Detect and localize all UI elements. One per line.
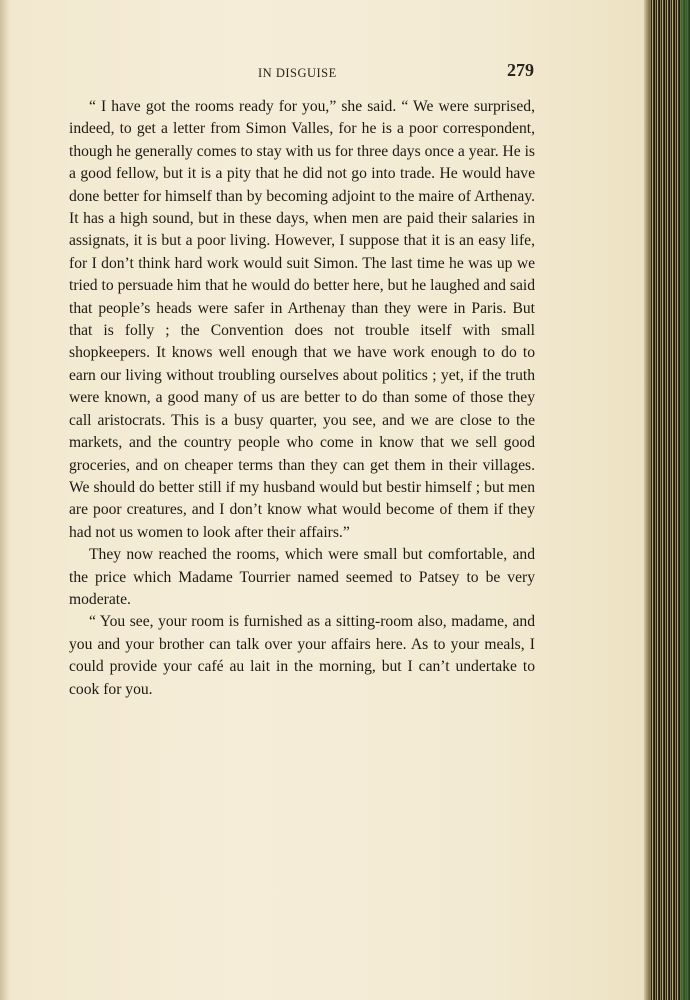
page-number: 279: [507, 60, 534, 80]
paragraph: They now reached the rooms, which were small but comfortable, and the price which Madame Tourrier named seemed to Patsey to be very moderate.: [69, 546, 535, 608]
page-header: [70, 60, 536, 84]
page-edges: [644, 0, 690, 1000]
paragraph: “ You see, your room is furnished as a sitting-room also, madame, and you and your brother can talk over your affairs here. As to your meals, I could provide your café au lait in the morning, but I can’t undertake to cook for you.: [69, 613, 535, 698]
gutter-shadow: [0, 0, 10, 1000]
paragraph: “ I have got the rooms ready for you,” she said. “ We were surprised, indeed, to get a letter from Simon Valles, for he is a poor correspondent, though he generally comes to stay with us for three days once a year. He is a good fellow, but it is a pity that he did not go into trade. He would have done better for himself than by becoming adjoint to the maire of Arthenay. It has a high sound, but in these days, when men are paid their salaries in assignats, it is but a poor living. However, I suppose that it is an easy life, for I don’t think hard work would suit Simon. The last time he was up we tried to persuade him that he would do better here, but he laughed and said that people’s heads were safer in Arthenay than they were in Paris. But that is folly ; the Convention does not trouble itself with small shopkeepers. It knows well enough that we have work enough to do to earn our living without troubling ourselves about politics ; yet, if the truth were known, a good many of us are better to do than some of those they call aristocrats. This is a busy quarter, you see, and we are close to the markets, and the country people who come in know that we sell good groceries, and on cheaper terms than they can get them in their villages. We should do better still if my husband would but bestir himself ; but men are poor creatures, and I don’t know what would become of them if they had not us women to look after their affairs.”: [69, 98, 535, 541]
body-text: [69, 96, 535, 701]
running-head: IN DISGUISE: [258, 66, 337, 80]
